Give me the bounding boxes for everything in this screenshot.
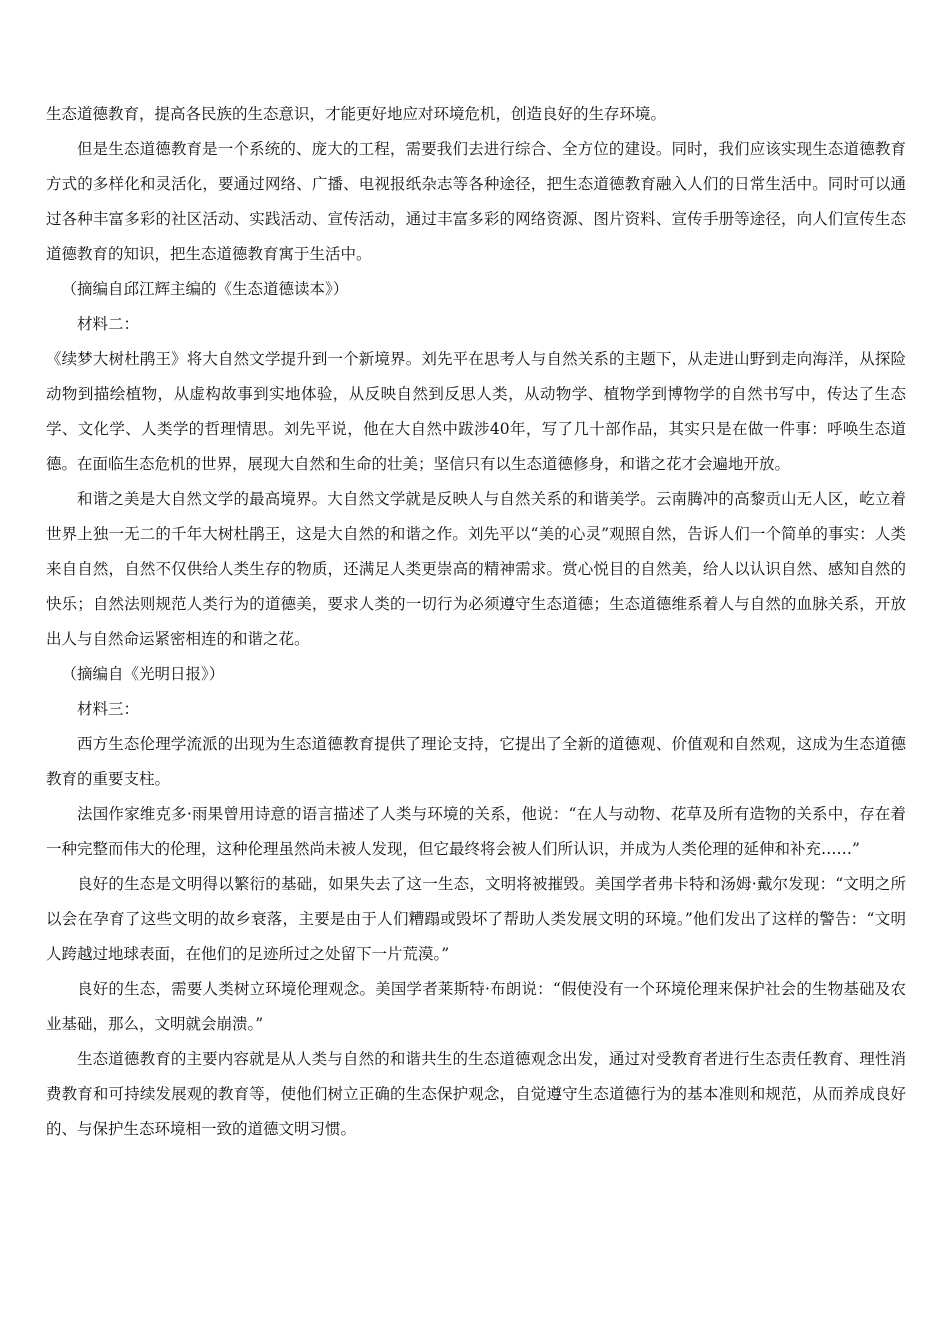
paragraph-material-three-1: 西方生态伦理学流派的出现为生态道德教育提供了理论支持，它提出了全新的道德观、价值观和自然观，这成为生态道德教育的重要支柱。 [46, 735, 906, 788]
source-note-1: （摘编自邱江辉主编的《生态道德读本》） [61, 280, 349, 298]
material-two-label: 材料二： [77, 315, 140, 333]
paragraph-material-three-5: 生态道德教育的主要内容就是从人类与自然的和谐共生的生态道德观念出发，通过对受教育者进行生态责任教育、理性消费教育和可持续发展观的教育等，使他们树立正确的生态保护观念，自觉遵守生态道德行为的基本准则和规范，从而养成良好的、与保护生态环境相一致的道德文明习惯。 [46, 1050, 906, 1138]
paragraph-material-two-2: 和谐之美是大自然文学的最高境界。大自然文学就是反映人与自然关系的和谐美学。云南腾冲的高黎贡山无人区，屹立着世界上独一无二的千年大树杜鹃王，这是大自然的和谐之作。刘先平以“美的心灵”观照自然，告诉人们一个简单的事实：人类来自自然，自然不仅供给人类生存的物质，还满足人类更崇高的精神需求。赏心悦目的自然美，给人以认识自然、感知自然的快乐；自然法则规范人类行为的道德美，要求人类的一切行为必须遵守生态道德；生态道德维系着人与自然的血脉关系，开放出人与自然命运紧密相连的和谐之花。 [46, 490, 906, 648]
material-three-label: 材料三： [77, 700, 140, 718]
paragraph-material-three-2: 法国作家维克多·雨果曾用诗意的语言描述了人类与环境的关系，他说：“在人与动物、花草及所有造物的关系中，存在着一种完整而伟大的伦理，这种伦理虽然尚未被人发现，但它最终将会被人们所认识，并成为人类伦理的延伸和补充……” [46, 805, 906, 858]
paragraph-material-three-4: 良好的生态，需要人类树立环境伦理观念。美国学者莱斯特·布朗说：“假使没有一个环境伦理来保护社会的生物基础及农业基础，那么，文明就会崩溃。” [46, 980, 906, 1033]
paragraph-1: 生态道德教育，提高各民族的生态意识，才能更好地应对环境危机，创造良好的生存环境。 [46, 105, 667, 123]
source-note-2: （摘编自《光明日报》） [61, 665, 225, 683]
paragraph-material-two-1: 《续梦大树杜鹃王》将大自然文学提升到一个新境界。刘先平在思考人与自然关系的主题下，从走进山野到走向海洋，从探险动物到描绘植物，从虚构故事到实地体验，从反映自然到反思人类，从动物学、植物学到博物学的自然书写中，传达了生态学、文化学、人类学的哲理情思。刘先平说，他在大自然中跋涉40年，写了几十部作品，其实只是在做一件事：呼唤生态道德。在面临生态危机的世界，展现大自然和生命的壮美；坚信只有以生态道德修身，和谐之花才会遍地开放。 [46, 350, 906, 473]
document-page [46, 97, 906, 1147]
paragraph-2: 但是生态道德教育是一个系统的、庞大的工程，需要我们去进行综合、全方位的建设。同时，我们应该实现生态道德教育方式的多样化和灵活化，要通过网络、广播、电视报纸杂志等各种途径，把生态道德教育融入人们的日常生活中。同时可以通过各种丰富多彩的社区活动、实践活动、宣传活动，通过丰富多彩的网络资源、图片资料、宣传手册等途径，向人们宣传生态道德教育的知识，把生态道德教育寓于生活中。 [46, 140, 906, 263]
paragraph-material-three-3: 良好的生态是文明得以繁衍的基础，如果失去了这一生态，文明将被摧毁。美国学者弗卡特和汤姆·戴尔发现：“文明之所以会在孕育了这些文明的故乡衰落，主要是由于人们糟蹋或毁坏了帮助人类发展文明的环境。”他们发出了这样的警告：“文明人跨越过地球表面，在他们的足迹所过之处留下一片荒漠。” [46, 875, 906, 963]
